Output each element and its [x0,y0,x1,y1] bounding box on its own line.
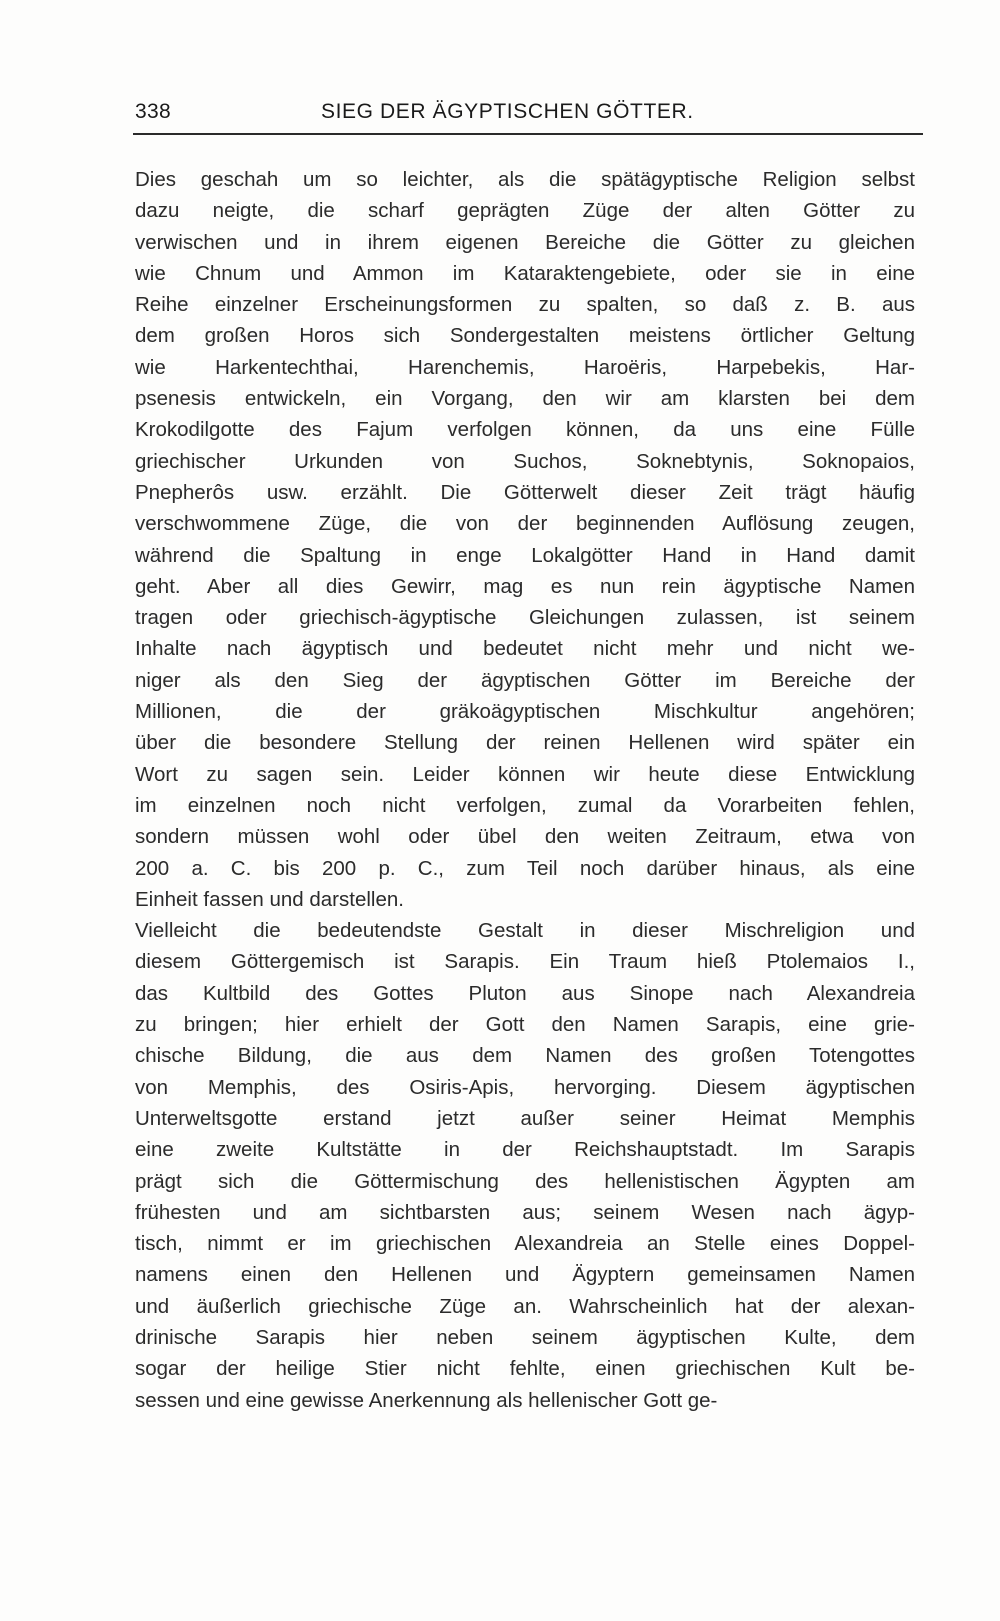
text-line: diesem Göttergemisch ist Sarapis. Ein Traum hieß Ptolemaios I., [135,950,915,974]
header-rule [133,133,923,135]
page-header [135,100,920,130]
text-line: und äußerlich griechische Züge an. Wahrscheinlich hat der alexan- [135,1294,915,1318]
text-line: Krokodilgotte des Fajum verfolgen können, da uns eine Fülle [135,418,915,442]
text-line: Unterweltsgotte erstand jetzt außer seiner Heimat Memphis [135,1106,915,1130]
text-line: niger als den Sieg der ägyptischen Götter im Bereiche der [135,668,915,692]
text-line: geht. Aber all dies Gewirr, mag es nun rein ägyptische Namen [135,574,915,598]
text-line: tisch, nimmt er im griechischen Alexandreia an Stelle eines Doppel- [135,1232,915,1256]
text-line: über die besondere Stellung der reinen Hellenen wird später ein [135,731,915,755]
text-line: prägt sich die Göttermischung des hellenistischen Ägypten am [135,1169,915,1193]
text-line: Einheit fassen und darstellen. [135,887,404,911]
text-line: dazu neigte, die scharf geprägten Züge der alten Götter zu [135,199,915,223]
text-line: tragen oder griechisch-ägyptische Gleichungen zulassen, ist seinem [135,606,915,630]
text-line: von Memphis, des Osiris-Apis, hervorging. Diesem ägyptischen [135,1075,915,1099]
text-line: Millionen, die der gräkoägyptischen Mischkultur angehören; [135,700,915,724]
paragraph [135,915,915,1416]
body-text [135,164,915,1416]
running-head: SIEG DER ÄGYPTISCHEN GÖTTER. [321,100,694,123]
text-line: eine zweite Kultstätte in der Reichshauptstadt. Im Sarapis [135,1138,915,1162]
page-number: 338 [135,100,171,123]
text-line: Vielleicht die bedeutendste Gestalt in dieser Mischreligion und [135,919,915,943]
text-line: zu bringen; hier erhielt der Gott den Namen Sarapis, eine grie- [135,1013,915,1037]
paragraph [135,164,915,915]
text-line: frühesten und am sichtbarsten aus; seinem Wesen nach ägyp- [135,1200,915,1224]
text-line: während die Spaltung in enge Lokalgötter Hand in Hand damit [135,543,915,567]
text-line: wie Chnum und Ammon im Kataraktengebiete, oder sie in eine [135,261,915,285]
text-line: Pnepherôs usw. erzählt. Die Götterwelt dieser Zeit trägt häufig [135,480,915,504]
text-line: drinische Sarapis hier neben seinem ägyptischen Kulte, dem [135,1325,915,1349]
text-line: griechischer Urkunden von Suchos, Soknebtynis, Soknopaios, [135,449,915,473]
text-line: sessen und eine gewisse Anerkennung als hellenischer Gott ge- [135,1388,718,1412]
text-line: Wort zu sagen sein. Leider können wir heute diese Entwicklung [135,762,915,786]
text-line: chische Bildung, die aus dem Namen des großen Totengottes [135,1044,915,1068]
text-line: das Kultbild des Gottes Pluton aus Sinope nach Alexandreia [135,981,915,1005]
text-line: Reihe einzelner Erscheinungsformen zu spalten, so daß z. B. aus [135,293,915,317]
text-line: im einzelnen noch nicht verfolgen, zumal da Vorarbeiten fehlen, [135,793,915,817]
text-line: sogar der heilige Stier nicht fehlte, einen griechischen Kult be- [135,1357,915,1381]
text-line: 200 a. C. bis 200 p. C., zum Teil noch darüber hinaus, als eine [135,856,915,880]
text-line: wie Harkentechthai, Harenchemis, Haroëris, Harpebekis, Har- [135,355,915,379]
text-line: dem großen Horos sich Sondergestalten meistens örtlicher Geltung [135,324,915,348]
text-line: psenesis entwickeln, ein Vorgang, den wir am klarsten bei dem [135,387,915,411]
text-line: namens einen den Hellenen und Ägyptern gemeinsamen Namen [135,1263,915,1287]
text-line: sondern müssen wohl oder übel den weiten Zeitraum, etwa von [135,825,915,849]
text-line: verwischen und in ihrem eigenen Bereiche die Götter zu gleichen [135,230,915,254]
text-line: Inhalte nach ägyptisch und bedeutet nicht mehr und nicht we- [135,637,915,661]
text-line: verschwommene Züge, die von der beginnenden Auflösung zeugen, [135,512,915,536]
text-line: Dies geschah um so leichter, als die spätägyptische Religion selbst [135,168,915,191]
